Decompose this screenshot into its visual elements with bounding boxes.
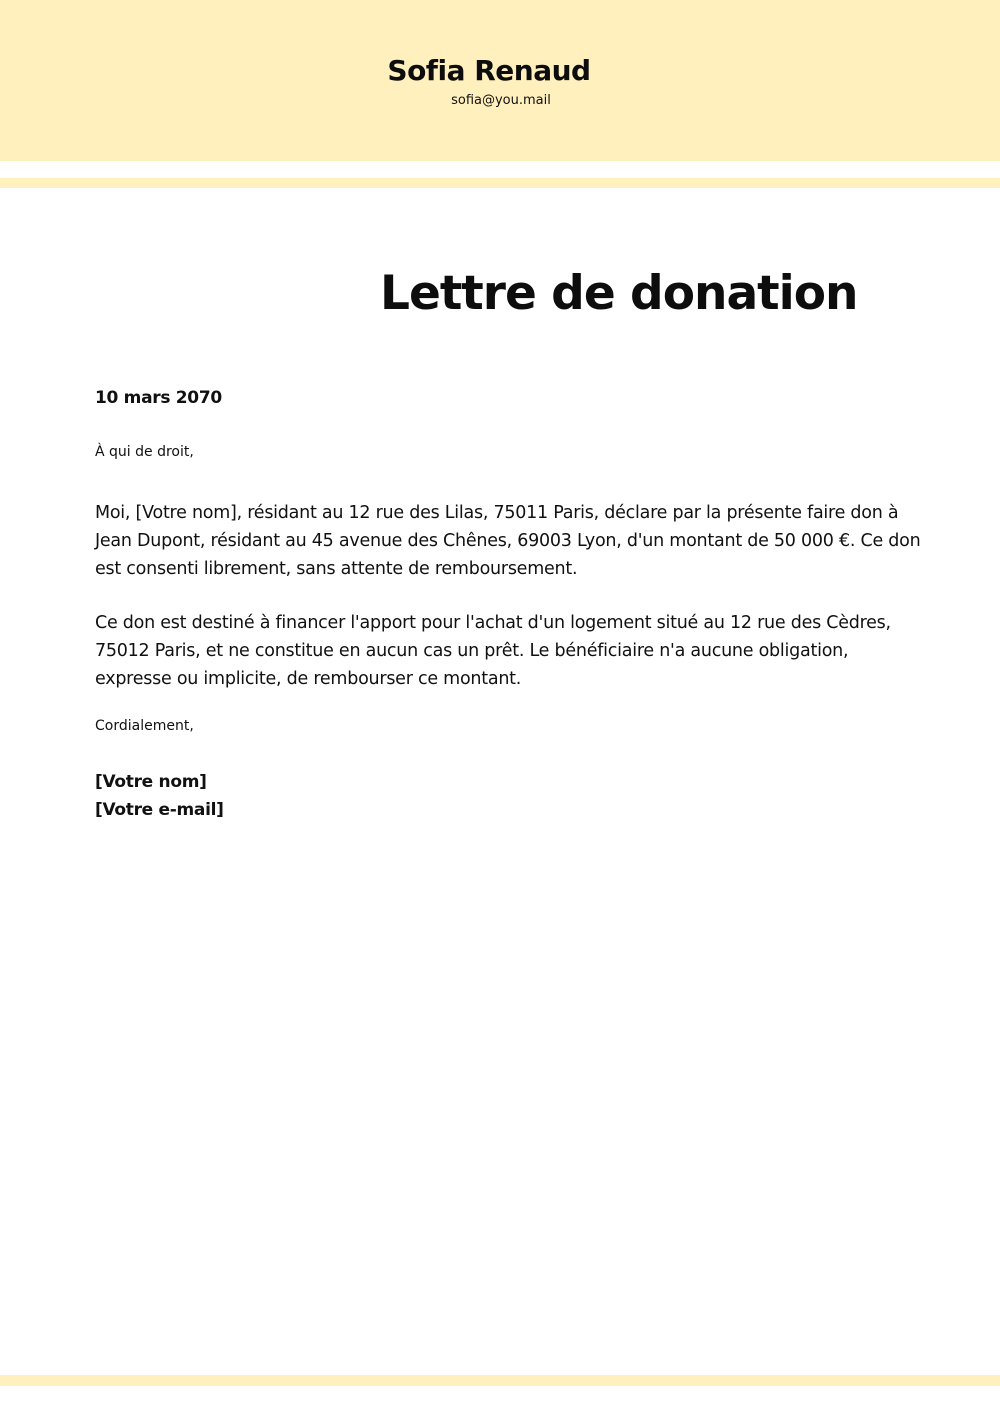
signature-name: [Votre nom] [95, 772, 207, 792]
body-paragraph-2: Ce don est destiné à financer l'apport pour l'achat d'un logement situé au 12 rue des Cèdres, 75012 Paris, et ne constitue en aucun cas un prêt. Le bénéficiaire n'a aucune obligation, expresse ou implicite, de rembourser ce montant. [95, 613, 891, 689]
letter-date: 10 mars 2070 [95, 388, 222, 408]
body-paragraph-1: Moi, [Votre nom], résidant au 12 rue des Lilas, 75011 Paris, déclare par la présente faire don à Jean Dupont, résidant au 45 avenue des Chênes, 69003 Lyon, d'un montant de 50 000 €. Ce don est consenti librement, sans attente de remboursement. [95, 503, 921, 579]
salutation: À qui de droit, [95, 444, 194, 460]
closing: Cordialement, [95, 718, 194, 734]
signature-email: [Votre e-mail] [95, 800, 224, 820]
decorative-stripe-top [0, 178, 1000, 188]
decorative-stripe-bottom [0, 1375, 1000, 1386]
document-title: Lettre de donation [380, 266, 858, 321]
sender-name: Sofia Renaud [387, 54, 591, 87]
sender-email: sofia@you.mail [451, 93, 551, 108]
